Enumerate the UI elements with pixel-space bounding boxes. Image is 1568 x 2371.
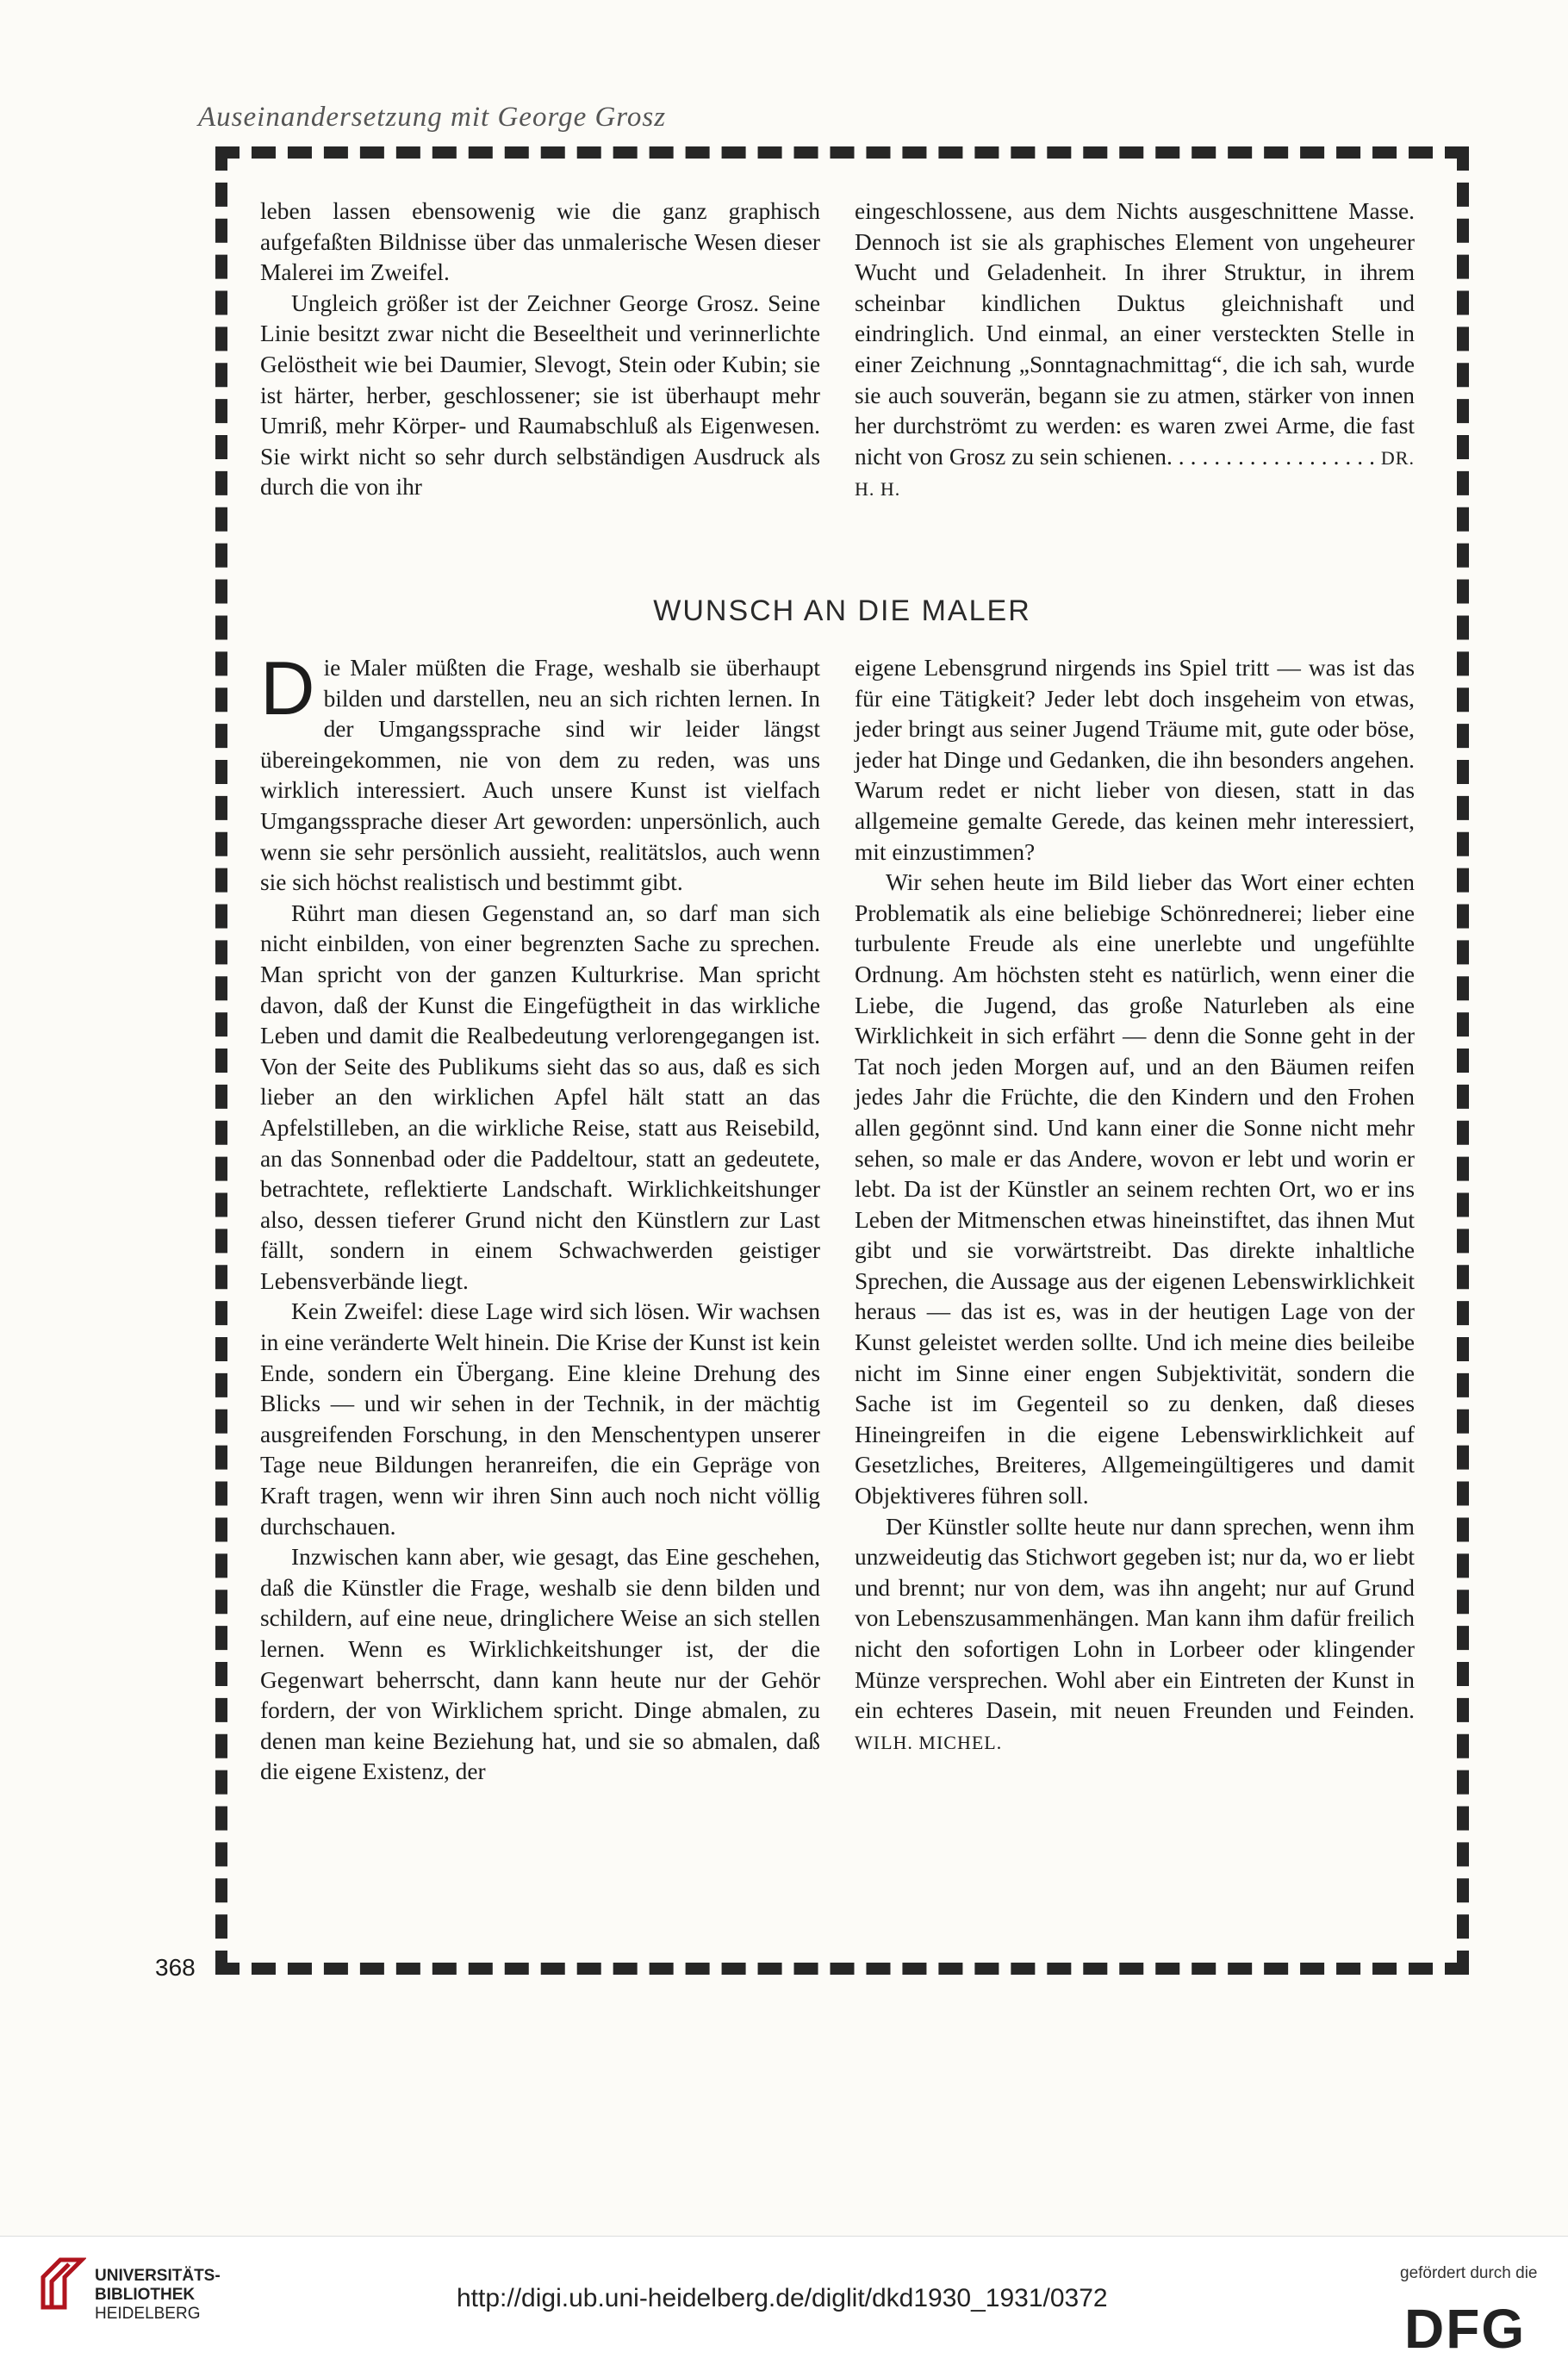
- main-left-column: [260, 645, 820, 1788]
- right-paragraph-1: eigene Lebensgrund nirgends ins Spiel tritt — was ist das für eine Tätigkeit? Jeder lebt doch insgeheim von etwas, jeder bringt aus seiner Jugend Träume mit, gute oder böse, jeder hat Dinge und Gedanken, die ihn besonders angehen. Warum redet er nicht lieber von diesen, statt in das allgemeine gemalte Gerede, das keinen mehr interessiert, mit einzustimmen?: [855, 655, 1415, 865]
- bottom-signature: WILH. MICHEL.: [855, 1731, 1003, 1753]
- dropcap-letter: D: [260, 645, 315, 731]
- library-name: UNIVERSITÄTS- BIBLIOTHEK HEIDELBERG: [95, 2267, 221, 2323]
- top-right-text: eingeschlossene, aus dem Nichts ausgeschnittene Masse. Dennoch ist sie als graphisches Element von ungeheurer Wucht und Geladenheit. In ihrer Struktur, in ihrem scheinbar kindlichen Duktus gleichnishaft und eindringlich. Und einmal, an einer versteckten Stelle in einer Zeichnung „Sonntagnachmittag“, die ich sah, wurde sie auch souverän, begann sie zu atmen, stärker von innen her durchströmt zu werden: es waren zwei Arme, die fast nicht von Grosz zu sein schienen. . . . . . . . . . . . . . . . . .: [855, 198, 1415, 470]
- first-paragraph: [260, 645, 820, 899]
- dfg-logo: DFG: [1404, 2298, 1527, 2360]
- running-head: Auseinandersetzung mit George Grosz: [198, 102, 667, 133]
- top-left-column: [260, 196, 820, 503]
- top-left-paragraph-1: leben lassen ebensowenig wie die ganz graphisch aufgefaßten Bildnisse über das unmalerische Wesen dieser Malerei im Zweifel.: [260, 198, 820, 286]
- right-paragraph-2: Wir sehen heute im Bild lieber das Wort einer echten Problematik als eine beliebige Schönrednerei; lieber eine turbulente Freude als eine unerlebte und ungefühlte Ordnung. Am höchsten steht es natürlich, wenn einer die Liebe, die Jugend, das große Naturleben als eine Wirklichkeit in sich erfährt — denn die Sonne geht in der Tat noch jeden Morgen auf, und an den Bäumen reifen jedes Jahr die Früchte, die den Kindern und den Frohen allen gegönnt sind. Und kann einer die Sonne nicht mehr sehen, so male er das Andere, wovon er lebt und worin er lebt. Da ist der Künstler an seinem rechten Ort, wo er ins Leben der Mitmenschen etwas hineinstiftet, das ihnen Mut gibt und sie vorwärtstreibt. Das direkte inhaltliche Sprechen, die Aussage aus der eigenen Lebenswirklichkeit heraus — das ist es, was in der heutigen Lage von der Kunst geleistet werden sollte. Und ich meine dies beileibe nicht im Sinne einer engen Subjektivität, sondern die Sache ist im Gegenteil so zu denken, daß dieses Hineingreifen in die eigene Lebenswirklichkeit auf Gesetzliches, Breiteres, Allgemeingültigeres und damit Objektiveres führen soll.: [855, 869, 1415, 1509]
- page-number: 368: [155, 1954, 196, 1981]
- left-paragraph-2: Rührt man diesen Gegenstand an, so darf man sich nicht einbilden, von einer begrenzten Sache zu sprechen. Man spricht von der ganzen Kulturkrise. Man spricht davon, daß der Kunst die Eingefügtheit in das wirkliche Leben und damit die Realbedeutung verlorengegangen ist. Von der Seite des Publikums sieht das so aus, daß es sich lieber an den wirklichen Apfel hält statt an das Apfelstilleben, an die wirkliche Reise, statt aus Reisebild, an das Sonnenbad oder die Paddeltour, statt an gedeutete, betrachtete, reflektierte Landschaft. Wirklichkeitshunger also, dessen tieferer Grund nicht den Künstlern zur Last fällt, sondern in einem Schwachwerden geistiger Lebensverbände liegt.: [260, 899, 820, 1294]
- right-paragraph-3-text: Der Künstler sollte heute nur dann sprechen, wenn ihm unzweideutig das Stichwort gegeben ist; nur da, wo er liebt und brennt; nur von dem, was ihn angeht; nur auf Grund von Lebenszusammenhängen. Man kann ihm dafür freilich nicht den sofortigen Lohn in Lorbeer oder klingender Münze versprechen. Wohl aber ein Eintreten der Kunst in ein echteres Dasein, mit neuen Freunden und Feinden.: [855, 1513, 1415, 1724]
- main-right-column: [855, 653, 1415, 1758]
- left-paragraph-4: Inzwischen kann aber, wie gesagt, das Eine geschehen, daß die Künstler die Frage, weshalb sie denn bilden und schildern, auf eine neue, dringlichere Weise an sich stellen lernen. Wenn es Wirklichkeitshunger ist, der die Gegenwart beherrscht, dann kann heute nur der Gehör fordern, der von Wirklichem spricht. Dinge abmalen, zu denen man keine Beziehung hat, und sie so abmalen, daß die eigene Existenz, der: [260, 1544, 820, 1785]
- top-signature: DR. H. H.: [855, 446, 1415, 501]
- funding-caption: gefördert durch die: [1400, 2264, 1538, 2282]
- top-right-column: [855, 196, 1415, 505]
- left-paragraph-3: Kein Zweifel: diese Lage wird sich lösen. Wir wachsen in eine veränderte Welt hinein. Die Krise der Kunst ist kein Ende, sondern ein Übergang. Eine kleine Drehung des Blicks — und wir sehen in der Technik, in der mächtig ausgreifenden Forschung, in den Menschentypen unserer Tage neue Bildungen heranreifen, die ein Gepräge von Kraft tragen, wenn wir ihren Sinn auch noch nicht völlig durchschauen.: [260, 1298, 820, 1540]
- article-headline: WUNSCH AN DIE MALER: [653, 594, 1031, 627]
- right-paragraph-3: [855, 1512, 1415, 1758]
- top-right-paragraph-1: [855, 196, 1415, 505]
- source-url-link[interactable]: http://digi.ub.uni-heidelberg.de/diglit/dkd1930_1931/0372: [457, 2284, 1108, 2312]
- top-left-paragraph-2: Ungleich größer ist der Zeichner George Grosz. Seine Linie besitzt zwar nicht die Beseeltheit und verinnerlichte Gelöstheit wie bei Daumier, Slevogt, Stein oder Kubin; sie ist härter, herber, geschlossener; sie ist überhaupt mehr Umriß, mehr Körper- und Raumabschluß als Eigenwesen. Sie wirkt nicht so sehr durch selbständigen Ausdruck als durch die von ihr: [260, 289, 820, 501]
- first-paragraph-text: ie Maler müßten die Frage, weshalb sie überhaupt bilden und darstellen, neu an sich richten lernen. In der Umgangssprache sind wir leider längst übereingekommen, nie von dem zu reden, was uns wirklich interessiert. Auch unsere Kunst ist vielfach Umgangssprache dieser Art geworden: unpersönlich, auch wenn sie sehr persönlich aussieht, realitätslos, auch wenn sie sich höchst realistisch und bestimmt gibt.: [260, 655, 820, 896]
- digitization-footer: [0, 2236, 1568, 2371]
- library-logo-icon: [39, 2256, 86, 2316]
